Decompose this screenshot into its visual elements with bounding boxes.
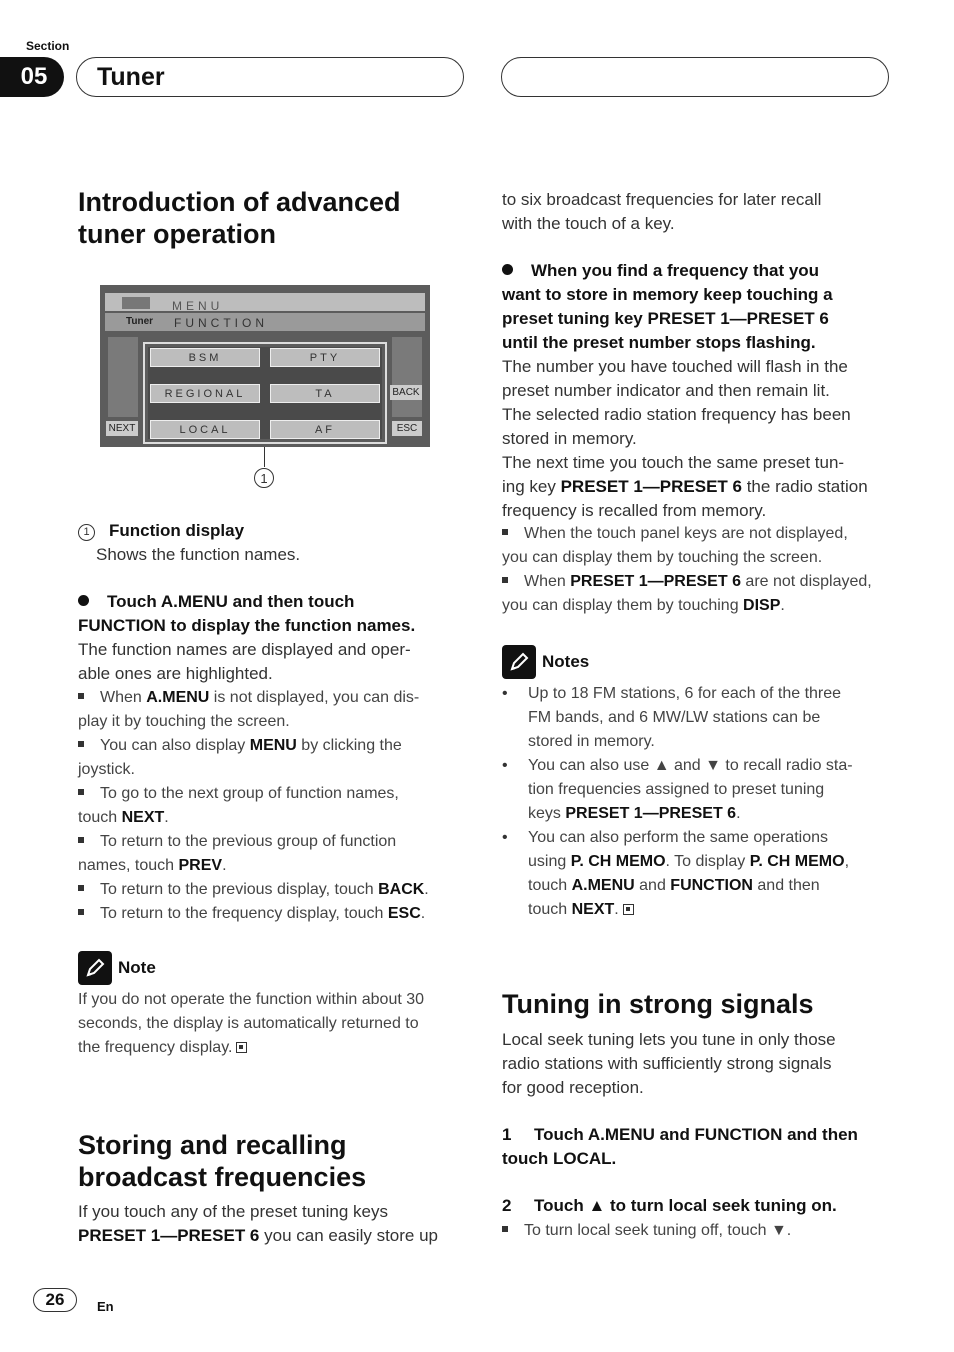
storing-heading: Storing and recalling broadcast frequencies — [78, 1130, 367, 1192]
tip-esc: To return to the frequency display, touch ESC. — [78, 902, 473, 926]
key-af[interactable]: AF — [270, 420, 380, 439]
legend-title: Function display — [109, 521, 245, 540]
legend — [78, 519, 468, 567]
note-header — [78, 951, 156, 985]
tip-amenu: When A.MENU is not displayed, you can dis- — [78, 686, 473, 710]
notes-header — [502, 645, 589, 679]
tip-menu: You can also display MENU by clicking the — [78, 734, 473, 758]
pencil-icon — [502, 645, 536, 679]
esc-key[interactable]: ESC — [392, 421, 422, 436]
page-number: 26 — [33, 1288, 77, 1312]
function-display-figure — [100, 285, 430, 447]
tuner-label: Tuner — [126, 316, 154, 327]
tip-prev: To return to the previous group of function — [78, 830, 473, 854]
step-bullet — [78, 595, 89, 606]
tip-back: To return to the previous display, touch BACK. — [78, 878, 473, 902]
notes-title: Notes — [542, 652, 590, 671]
menu-label: MENU — [172, 299, 224, 313]
storing-tips: When the touch panel keys are not displayed, you can display them by touching the screen. When PRESET 1—PRESET 6 are not displayed, you can display them by touching DISP. — [502, 525, 872, 614]
storing-intro: If you touch any of the preset tuning keys PRESET 1—PRESET 6 you can easily store up — [78, 1202, 438, 1245]
legend-desc: Shows the function names. — [96, 545, 301, 564]
key-ta[interactable]: TA — [270, 384, 380, 403]
key-regional[interactable]: REGIONAL — [150, 384, 260, 403]
key-local[interactable]: LOCAL — [150, 420, 260, 439]
header-blank-pill — [501, 57, 889, 97]
storing-step: When you find a frequency that you want to store in memory keep touching a preset tuning key PRESET 1—PRESET 6 until the preset number stops flashing. The number you have touched will flash in the preset number indicator and then remain lit. The selected radio station frequency has been stored in memory. The next time you touch the same preset tun- ing key PRESET 1—PRESET 6 the radio station frequency is recalled from memory. — [502, 261, 868, 520]
end-mark-icon — [236, 1042, 247, 1053]
callout-line — [264, 447, 265, 467]
storing-intro-cont: to six broadcast frequencies for later recall with the touch of a key. — [502, 190, 822, 233]
note-item: • You can also perform the same operations using P. CH MEMO. To display P. CH MEMO, touch A.MENU and FUNCTION and then touch NEXT. — [502, 826, 902, 922]
strong-step-2: 2 Touch ▲ to turn local seek tuning on. — [502, 1196, 837, 1215]
notes-list — [502, 682, 902, 922]
function-label: FUNCTION — [174, 316, 268, 330]
intro-heading: Introduction of advanced tuner operation — [78, 187, 401, 249]
note-item: • Up to 18 FM stations, 6 for each of the three FM bands, and 6 MW/LW stations can be stored in memory. — [502, 682, 902, 754]
tip-next: To go to the next group of function names, — [78, 782, 473, 806]
end-mark-icon — [623, 904, 634, 915]
section-label: Section — [26, 39, 70, 53]
step-bullet — [502, 264, 513, 275]
next-key[interactable]: NEXT — [106, 421, 138, 436]
note-item: • You can also use ▲ and ▼ to recall radio sta- tion frequencies assigned to preset tuning keys PRESET 1—PRESET 6. — [502, 754, 902, 826]
section-number: 05 — [0, 57, 64, 97]
note-title: Note — [118, 958, 156, 977]
strong-step-1: 1 Touch A.MENU and FUNCTION and then touch LOCAL. — [502, 1125, 858, 1168]
legend-number: 1 — [78, 524, 95, 541]
strong-tip: To turn local seek tuning off, touch ▼. — [502, 1219, 902, 1243]
strong-intro: Local seek tuning lets you tune in only those radio stations with sufficiently strong signals for good reception. — [502, 1030, 836, 1097]
intro-step: Touch A.MENU and then touch FUNCTION to display the function names. The function names are displayed and oper- able ones are highlighted. — [78, 592, 416, 683]
key-bsm[interactable]: BSM — [150, 348, 260, 367]
callout-marker: 1 — [254, 468, 274, 488]
note-body: If you do not operate the function within about 30 seconds, the display is automatically returned to the frequency display. — [78, 991, 425, 1056]
language-code: En — [97, 1299, 114, 1314]
back-key[interactable]: BACK — [390, 385, 422, 400]
strong-heading: Tuning in strong signals — [502, 989, 814, 1019]
key-pty[interactable]: PTY — [270, 348, 380, 367]
pencil-icon — [78, 951, 112, 985]
intro-tips: When A.MENU is not displayed, you can dis- play it by touching the screen. You can also display MENU by clicking the joystick. To go to the next group of function names, touch NEXT. To return to the previous group of function names, touch PREV. To return to the previous display, touch BACK. To return to the frequency display, touch ESC. — [78, 686, 473, 926]
chapter-title: Tuner — [76, 57, 464, 97]
